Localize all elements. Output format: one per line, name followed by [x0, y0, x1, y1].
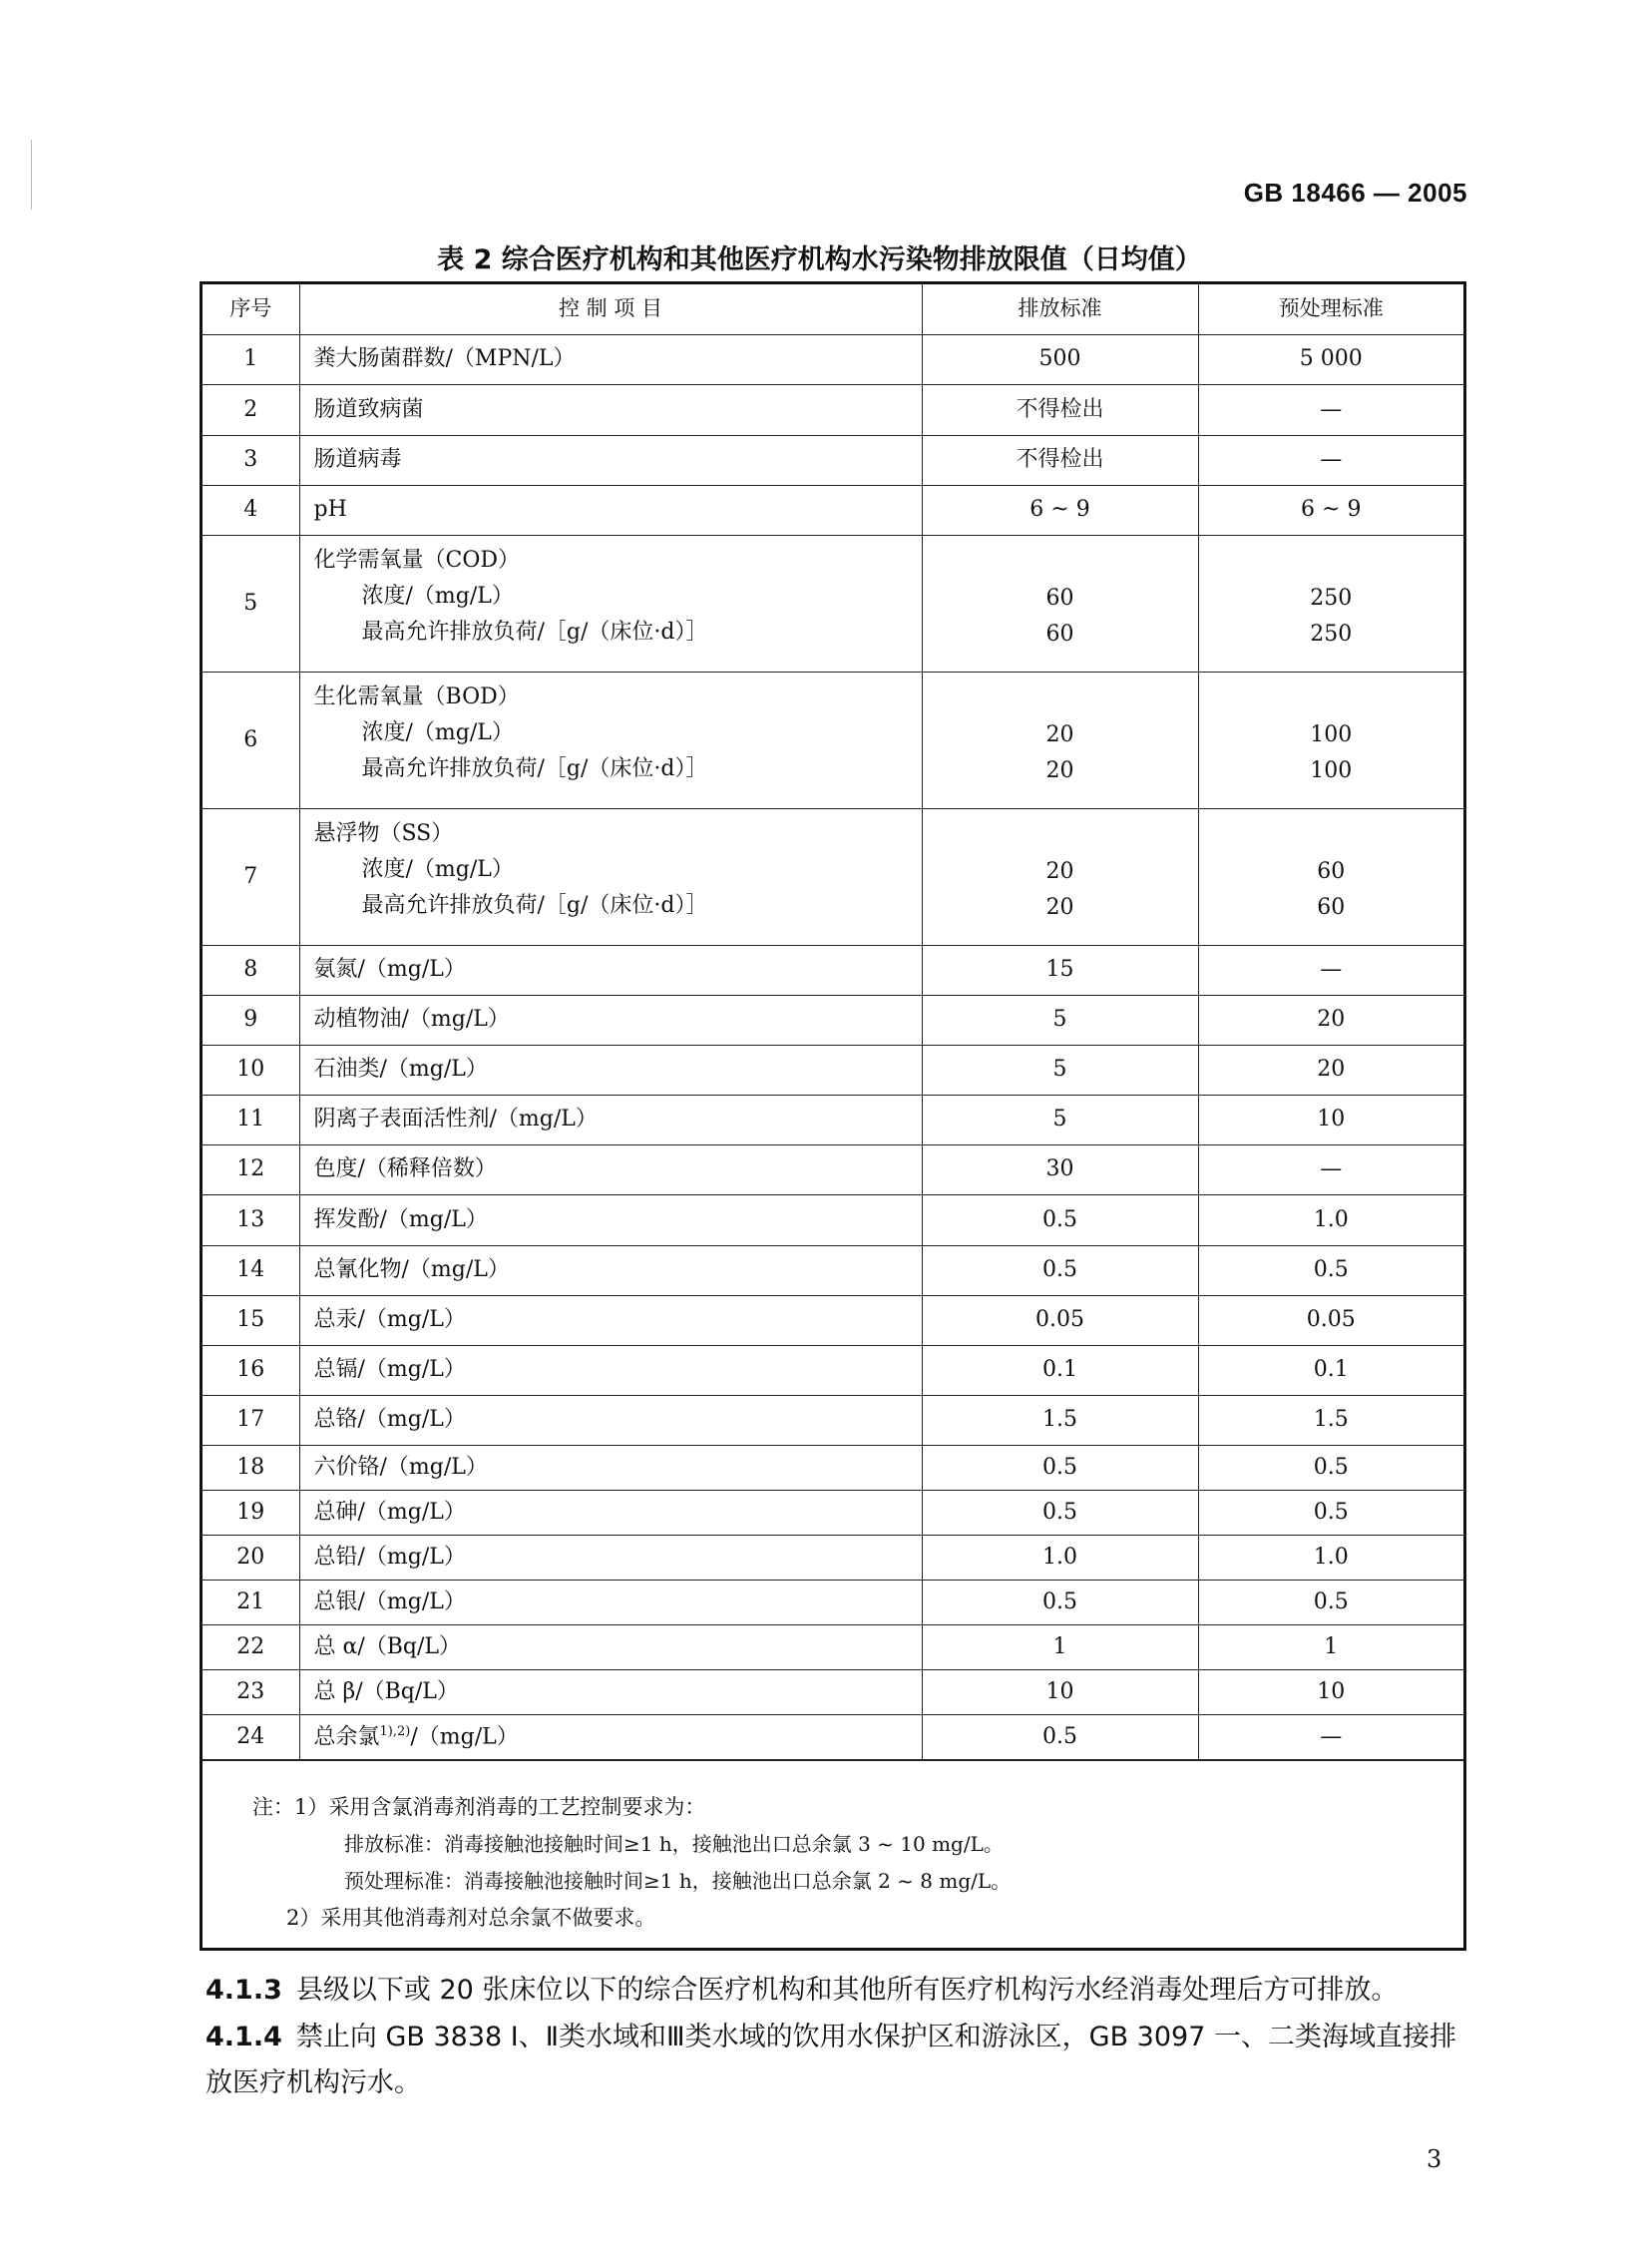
row-number-cell: 11	[203, 1095, 299, 1144]
pretreatment-value-cell: —	[1198, 945, 1463, 995]
row-number-cell: 9	[203, 995, 299, 1045]
row-number-cell: 2	[203, 384, 299, 435]
item-label: 总镉/（mg/L）	[313, 1357, 466, 1382]
item-label: 总砷/（mg/L）	[313, 1499, 466, 1525]
pretreatment-value-cell: 6 ~ 9	[1198, 485, 1463, 535]
item-label: 粪大肠菌群数/（MPN/L）	[313, 346, 576, 371]
clause-4-1-3	[205, 1968, 1482, 2014]
item-cell	[299, 1445, 922, 1490]
standard-value-cell: 0.5	[922, 1714, 1198, 1759]
pretreatment-value: 100	[1310, 757, 1353, 783]
standard-code: GB 18466 — 2005	[1243, 178, 1467, 208]
item-label: 悬浮物（SS）	[313, 820, 454, 846]
col-header-standard: 排放标准	[922, 284, 1198, 334]
sub-item-label: 最高允许排放负荷/［g/（床位·d）］	[361, 755, 708, 781]
table-row	[203, 384, 1463, 435]
item-cell	[299, 1490, 922, 1535]
item-label: 色度/（稀释倍数）	[313, 1156, 497, 1181]
standard-value-cell	[922, 535, 1198, 672]
row-number-cell: 12	[203, 1144, 299, 1194]
item-label: 生化需氧量（BOD）	[313, 683, 520, 709]
row-number-cell: 16	[203, 1345, 299, 1395]
item-label: 总铬/（mg/L）	[313, 1407, 466, 1432]
item-label: 肠道致病菌	[313, 396, 424, 422]
row-number-cell: 13	[203, 1194, 299, 1245]
table-row	[203, 1669, 1463, 1714]
item-label: pH	[313, 497, 347, 522]
item-label: 总银/（mg/L）	[313, 1588, 466, 1614]
col-header-item: 控 制 项 目	[299, 284, 922, 334]
item-label: 总氰化物/（mg/L）	[313, 1257, 510, 1282]
pretreatment-value-cell: 5 000	[1198, 334, 1463, 384]
pretreatment-value-cell: 1.0	[1198, 1535, 1463, 1580]
standard-value: 60	[1045, 621, 1074, 647]
limits-table-frame	[200, 281, 1466, 1951]
standard-value-cell: 0.5	[922, 1580, 1198, 1624]
table-row	[203, 1624, 1463, 1669]
item-cell	[299, 334, 922, 384]
item-cell	[299, 435, 922, 485]
sub-item-label: 浓度/（mg/L）	[361, 719, 514, 745]
table-notes	[203, 1760, 1463, 1948]
standard-value-cell: 10	[922, 1669, 1198, 1714]
table-row	[203, 435, 1463, 485]
standard-value-cell: 500	[922, 334, 1198, 384]
standard-value-cell: 1	[922, 1624, 1198, 1669]
pretreatment-value-cell: 1.5	[1198, 1395, 1463, 1445]
pretreatment-value-cell: 20	[1198, 995, 1463, 1045]
item-label: 化学需氧量（COD）	[313, 547, 521, 573]
row-number-cell: 4	[203, 485, 299, 535]
item-label: 总铅/（mg/L）	[313, 1544, 466, 1570]
item-cell	[299, 1095, 922, 1144]
footnote-ref: 1),2)	[379, 1723, 411, 1739]
standard-value: 20	[1045, 757, 1074, 783]
pretreatment-value-cell: —	[1198, 435, 1463, 485]
item-label: 六价铬/（mg/L）	[313, 1454, 488, 1480]
pretreatment-value: 250	[1310, 585, 1353, 611]
table-row	[203, 535, 1463, 672]
table-row	[203, 1245, 1463, 1295]
row-number-cell: 17	[203, 1395, 299, 1445]
pretreatment-value: 60	[1317, 858, 1346, 884]
standard-value-cell: 6 ~ 9	[922, 485, 1198, 535]
standard-value: 20	[1045, 858, 1074, 884]
table-row	[203, 1395, 1463, 1445]
table-row	[203, 808, 1463, 945]
item-label: 动植物油/（mg/L）	[313, 1007, 510, 1032]
standard-value-cell: 1.0	[922, 1535, 1198, 1580]
row-number-cell: 7	[203, 808, 299, 945]
table-row	[203, 485, 1463, 535]
table-row	[203, 1714, 1463, 1759]
pretreatment-value-cell: 0.1	[1198, 1345, 1463, 1395]
item-label: 挥发酚/（mg/L）	[313, 1206, 488, 1232]
standard-value-cell: 30	[922, 1144, 1198, 1194]
table-row	[203, 945, 1463, 995]
pretreatment-value-cell: 1.0	[1198, 1194, 1463, 1245]
note-line: 排放标准：消毒接触池接触时间≥1 h，接触池出口总余氯 3 ~ 10 mg/L。	[344, 1831, 1004, 1856]
item-cell	[299, 535, 922, 672]
clause-number: 4.1.4	[205, 2022, 282, 2052]
standard-value-cell: 5	[922, 995, 1198, 1045]
table-title: 表 2 综合医疗机构和其他医疗机构水污染物排放限值（日均值）	[437, 244, 1202, 275]
note-line: 注：1）采用含氯消毒剂消毒的工艺控制要求为：	[252, 1794, 706, 1819]
item-cell	[299, 1669, 922, 1714]
clause-text: 禁止向 GB 3838 Ⅰ、Ⅱ类水域和Ⅲ类水域的饮用水保护区和游泳区，GB 3097 一、二类海域直接排放医疗机构污水。	[205, 2022, 1456, 2098]
standard-value-cell: 15	[922, 945, 1198, 995]
item-cell	[299, 1194, 922, 1245]
clause-4-1-4	[205, 2015, 1482, 2106]
col-header-no: 序号	[203, 284, 299, 334]
table-row	[203, 672, 1463, 808]
scan-margin-mark	[31, 140, 32, 210]
row-number-cell: 8	[203, 945, 299, 995]
sub-item-label: 最高允许排放负荷/［g/（床位·d）］	[361, 892, 708, 918]
row-number-cell: 23	[203, 1669, 299, 1714]
item-cell	[299, 1045, 922, 1095]
pretreatment-value: 100	[1310, 721, 1353, 747]
standard-value-cell: 0.1	[922, 1345, 1198, 1395]
standard-value-cell: 0.5	[922, 1490, 1198, 1535]
row-number-cell: 20	[203, 1535, 299, 1580]
table-row	[203, 1345, 1463, 1395]
note-line: 预处理标准：消毒接触池接触时间≥1 h，接触池出口总余氯 2 ~ 8 mg/L。	[344, 1868, 1012, 1893]
pretreatment-value-cell: —	[1198, 1144, 1463, 1194]
table-row	[203, 1045, 1463, 1095]
pretreatment-value-cell: 1	[1198, 1624, 1463, 1669]
pretreatment-value-cell: 0.5	[1198, 1245, 1463, 1295]
table-row	[203, 1095, 1463, 1144]
standard-value: 20	[1045, 894, 1074, 920]
item-cell	[299, 1580, 922, 1624]
pretreatment-value-cell: —	[1198, 1714, 1463, 1759]
row-number-cell: 18	[203, 1445, 299, 1490]
item-cell	[299, 672, 922, 808]
pretreatment-value-cell: 0.05	[1198, 1295, 1463, 1345]
item-label: 肠道病毒	[313, 447, 402, 472]
table-row	[203, 1490, 1463, 1535]
sub-item-label: 最高允许排放负荷/［g/（床位·d）］	[361, 619, 708, 645]
pretreatment-value-cell	[1198, 808, 1463, 945]
note-line: 2）采用其他消毒剂对总余氯不做要求。	[286, 1905, 656, 1930]
pretreatment-value: 60	[1317, 894, 1346, 920]
pretreatment-value-cell: 10	[1198, 1095, 1463, 1144]
standard-value-cell: 不得检出	[922, 435, 1198, 485]
pretreatment-value: 250	[1310, 621, 1353, 647]
item-label: 氨氮/（mg/L）	[313, 957, 466, 982]
table-header-row	[203, 284, 1463, 334]
limits-table	[203, 284, 1463, 1760]
col-header-pretreatment: 预处理标准	[1198, 284, 1463, 334]
standard-value-cell: 5	[922, 1045, 1198, 1095]
standard-value-cell: 5	[922, 1095, 1198, 1144]
row-number-cell: 19	[203, 1490, 299, 1535]
item-cell	[299, 1144, 922, 1194]
pretreatment-value-cell: 10	[1198, 1669, 1463, 1714]
standard-value: 60	[1045, 585, 1074, 611]
row-number-cell: 21	[203, 1580, 299, 1624]
item-cell	[299, 1245, 922, 1295]
table-row	[203, 1144, 1463, 1194]
pretreatment-value-cell: 0.5	[1198, 1580, 1463, 1624]
row-number-cell: 22	[203, 1624, 299, 1669]
clause-text: 县级以下或 20 张床位以下的综合医疗机构和其他所有医疗机构污水经消毒处理后方可排放。	[295, 1975, 1399, 2006]
pretreatment-value-cell: 0.5	[1198, 1490, 1463, 1535]
item-cell	[299, 808, 922, 945]
pretreatment-value-cell: 20	[1198, 1045, 1463, 1095]
item-label: 阴离子表面活性剂/（mg/L）	[313, 1107, 598, 1132]
clause-number: 4.1.3	[205, 1975, 282, 2006]
table-row	[203, 1194, 1463, 1245]
sub-item-label: 浓度/（mg/L）	[361, 583, 514, 609]
pretreatment-value-cell	[1198, 672, 1463, 808]
row-number-cell: 15	[203, 1295, 299, 1345]
item-cell	[299, 1535, 922, 1580]
row-number-cell: 1	[203, 334, 299, 384]
item-label: 总 β/（Bq/L）	[313, 1678, 459, 1704]
page-number: 3	[1427, 2145, 1442, 2173]
row-number-cell: 3	[203, 435, 299, 485]
standard-value-cell: 0.5	[922, 1445, 1198, 1490]
item-cell	[299, 1295, 922, 1345]
row-number-cell: 14	[203, 1245, 299, 1295]
standard-value-cell: 不得检出	[922, 384, 1198, 435]
pretreatment-value-cell: 0.5	[1198, 1445, 1463, 1490]
standard-value-cell: 0.05	[922, 1295, 1198, 1345]
standard-value-cell	[922, 808, 1198, 945]
pretreatment-value-cell	[1198, 535, 1463, 672]
row-number-cell: 10	[203, 1045, 299, 1095]
row-number-cell: 6	[203, 672, 299, 808]
standard-value-cell: 0.5	[922, 1245, 1198, 1295]
item-cell	[299, 945, 922, 995]
table-row	[203, 334, 1463, 384]
item-label: 总汞/（mg/L）	[313, 1307, 466, 1332]
item-label-unit: /（mg/L）	[410, 1724, 519, 1750]
item-cell	[299, 384, 922, 435]
table-row	[203, 1535, 1463, 1580]
item-cell	[299, 1714, 922, 1759]
item-label: 石油类/（mg/L）	[313, 1057, 488, 1082]
item-label: 总 α/（Bq/L）	[313, 1633, 462, 1659]
standard-value-cell	[922, 672, 1198, 808]
item-cell	[299, 1624, 922, 1669]
item-cell	[299, 485, 922, 535]
standard-value: 20	[1045, 721, 1074, 747]
standard-value-cell: 0.5	[922, 1194, 1198, 1245]
row-number-cell: 5	[203, 535, 299, 672]
table-row	[203, 1580, 1463, 1624]
table-row	[203, 995, 1463, 1045]
item-cell	[299, 995, 922, 1045]
table-row	[203, 1295, 1463, 1345]
item-label: 总余氯	[313, 1724, 380, 1750]
sub-item-label: 浓度/（mg/L）	[361, 856, 514, 882]
pretreatment-value-cell: —	[1198, 384, 1463, 435]
standard-value-cell: 1.5	[922, 1395, 1198, 1445]
row-number-cell: 24	[203, 1714, 299, 1759]
table-row	[203, 1445, 1463, 1490]
item-cell	[299, 1395, 922, 1445]
item-cell	[299, 1345, 922, 1395]
